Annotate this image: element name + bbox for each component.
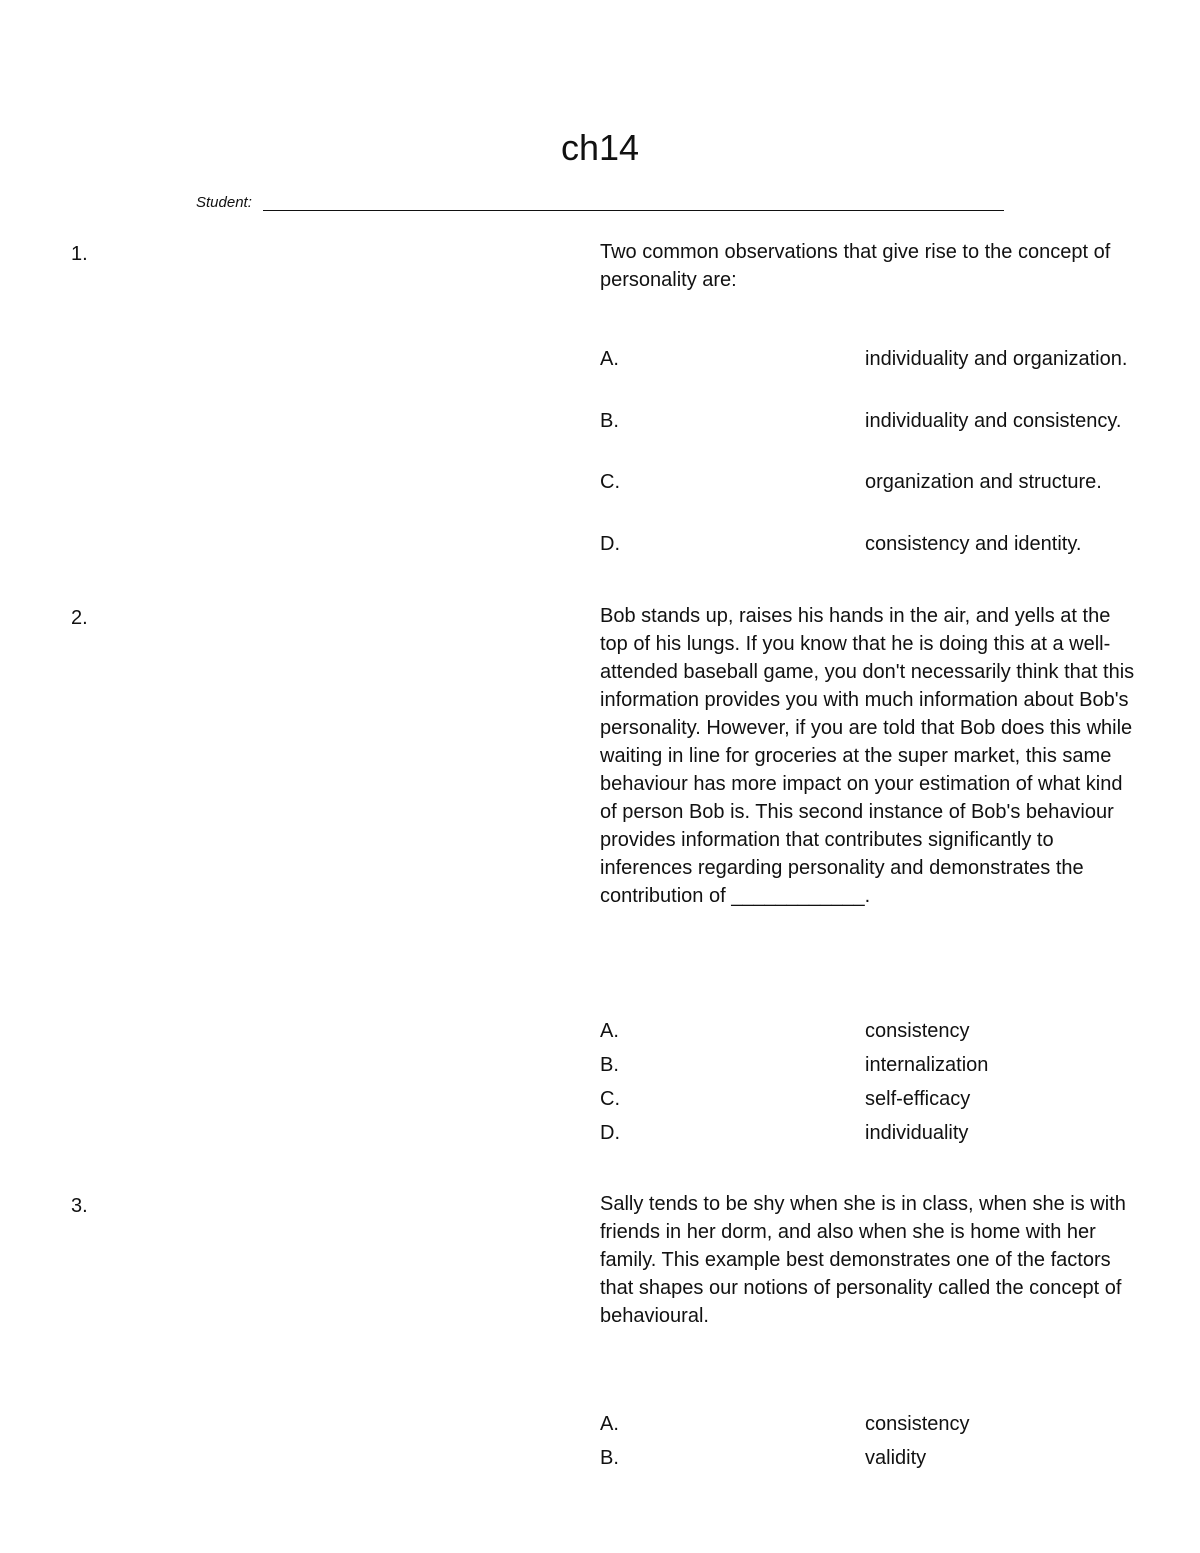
question-2-option-d-text: individuality [865,1122,969,1144]
question-1-option-d-text: consistency and identity. [865,533,1082,555]
question-1-option-b-text: individuality and consistency. [865,410,1122,432]
question-1-option-c-text: organization and structure. [865,471,1102,493]
question-2-option-d-letter: D. [600,1122,620,1144]
question-1-option-c-letter: C. [600,471,620,493]
question-1-option-a-text: individuality and organization. [865,348,1128,370]
student-name-blank [263,210,1004,211]
question-1-option-b-letter: B. [600,410,619,432]
student-label: Student: [196,194,252,211]
question-3-option-a-text: consistency [865,1413,970,1435]
question-3-text: Sally tends to be shy when she is in class, when she is with friends in her dorm, and also when she is home with her family. This example best demonstrates one of the factors that shapes our notions of personality called the concept of behavioural. [600,1193,1126,1327]
question-2-option-b-letter: B. [600,1054,619,1076]
question-2-option-a-text: consistency [865,1020,970,1042]
question-2-option-b-text: internalization [865,1054,989,1076]
question-1-text: Two common observations that give rise to the concept of personality are: [600,241,1111,291]
question-1-option-d-letter: D. [600,533,620,555]
question-3-option-b-text: validity [865,1447,927,1469]
question-2-text: Bob stands up, raises his hands in the air, and yells at the top of his lungs. If you know that he is doing this at a well-attended baseball game, you don't necessarily think that this information provides you with much information about Bob's personality. However, if you are told that Bob does this while waiting in line for groceries at the super market, this same behaviour has more impact on your estimation of what kind of person Bob is. This second instance of Bob's behaviour provides information that contributes significantly to inferences regarding personality and demonstrates the contribution of ____________. [600,605,1135,907]
question-2-option-a-letter: A. [600,1020,619,1042]
page-title: ch14 [560,127,640,168]
question-3-number: 3. [71,1195,88,1217]
question-3-option-a-letter: A. [600,1413,619,1435]
question-1-number: 1. [71,243,88,265]
question-2-option-c-text: self-efficacy [865,1088,971,1110]
question-2-number: 2. [71,607,88,629]
question-1-option-a-letter: A. [600,348,619,370]
question-2-option-c-letter: C. [600,1088,620,1110]
question-3-option-b-letter: B. [600,1447,619,1469]
